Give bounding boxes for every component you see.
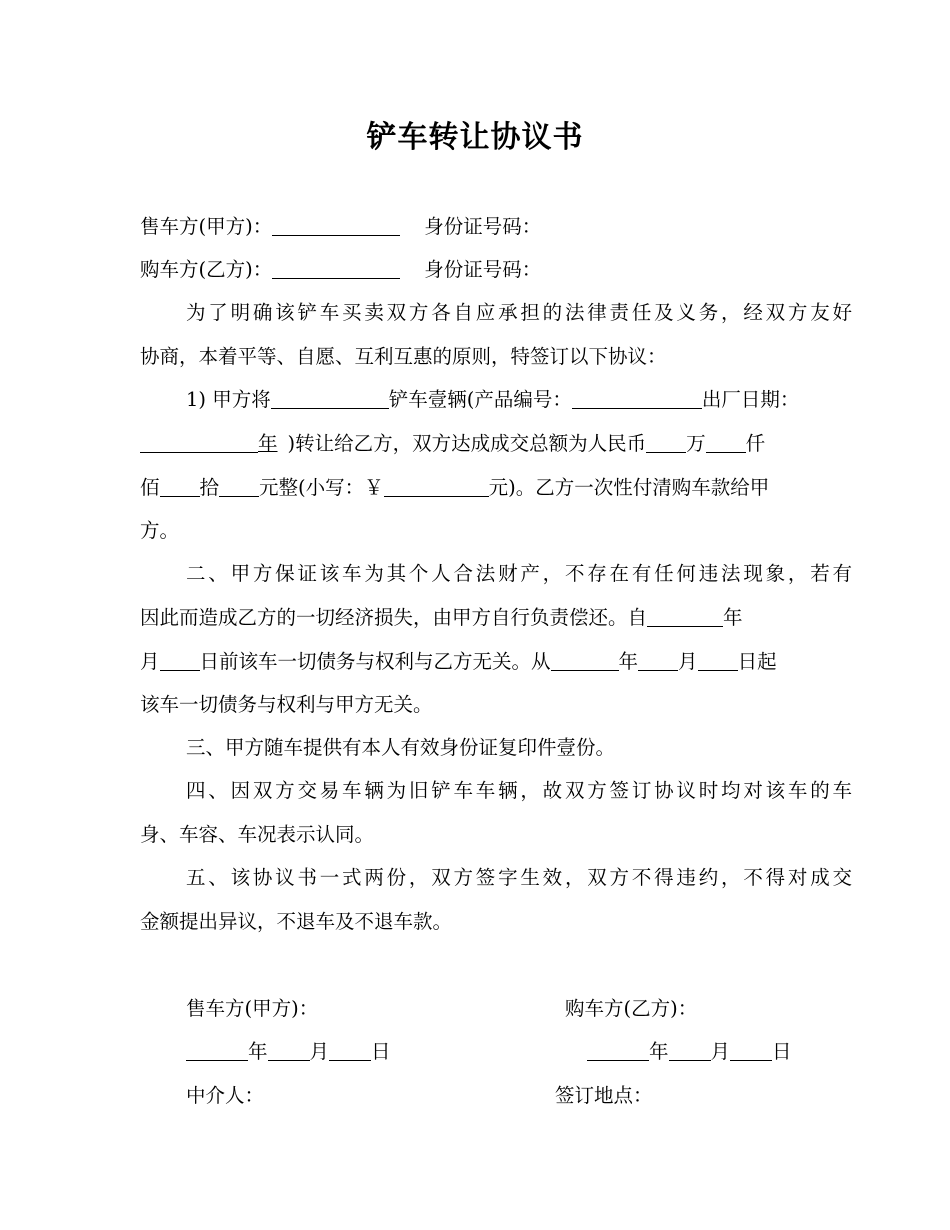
clause1-text: 出厂日期： [701, 388, 800, 411]
seller-id-label: 身份证号码： [424, 215, 542, 238]
clause1-text: 仟 [745, 432, 766, 455]
buyer-label: 购车方(乙方)： [140, 258, 273, 281]
clause1-line-3 [140, 472, 852, 504]
clause1-line-4: 方。 [140, 519, 180, 542]
amount-shi-blank[interactable] [219, 474, 259, 497]
vehicle-model-blank[interactable] [271, 386, 389, 409]
sign-buyer-label: 购车方(乙方)： [565, 997, 698, 1020]
month-label: 月 [710, 1040, 731, 1063]
year-blank[interactable] [647, 604, 723, 627]
seller-name-blank[interactable] [272, 213, 400, 236]
clause1-text: 拾 [199, 476, 220, 499]
buyer-name-blank[interactable] [272, 256, 400, 279]
clause4-line-1: 四、因双方交易车辆为旧铲车车辆，故双方签订协议时均对该车的车 [186, 779, 852, 802]
intro-line-2: 协商，本着平等、自愿、互利互惠的原则，特签订以下协议： [140, 345, 667, 368]
clause2-text: 因此而造成乙方的一切经济损失，由甲方自行负责偿还。自 [140, 606, 648, 629]
amount-wan-blank[interactable] [646, 430, 686, 453]
clause1-text: 转让给乙方，双方达成成交总额为人民币 [295, 432, 647, 455]
buyer-month-blank[interactable] [669, 1038, 711, 1061]
day-blank[interactable] [698, 648, 738, 671]
seller-line [140, 211, 852, 243]
seller-year-blank[interactable] [186, 1038, 248, 1061]
buyer-day-blank[interactable] [730, 1038, 772, 1061]
year-label: 年 [723, 606, 743, 629]
clause2-line-4: 该车一切债务与权利与甲方无关。 [140, 693, 433, 716]
month-blank[interactable] [638, 648, 678, 671]
day-blank[interactable] [160, 648, 200, 671]
product-number-blank[interactable] [572, 386, 702, 409]
buyer-date-line [587, 1036, 792, 1068]
month-label: 月 [309, 1040, 330, 1063]
sign-seller-label: 售车方(甲方)： [186, 997, 319, 1020]
clause1-text: 1) 甲方将 [186, 388, 271, 411]
year-label: 年 [649, 1040, 669, 1063]
year-label: 年 [248, 1040, 268, 1063]
document-title: 铲车转让协议书 [366, 120, 584, 155]
clause3-line-1: 三、甲方随车提供有本人有效身份证复印件壹份。 [186, 736, 616, 759]
location-label: 签订地点： [555, 1084, 653, 1107]
clause2-line-1: 二、甲方保证该车为其个人合法财产，不存在有任何违法现象，若有 [186, 562, 852, 585]
clause4-line-2: 身、车容、车况表示认同。 [140, 823, 375, 846]
clause5-line-2: 金额提出异议，不退车及不退车款。 [140, 910, 453, 933]
clause1-line-2 [140, 428, 852, 460]
clause2-text: 日起 [737, 650, 777, 673]
amount-numeric-blank[interactable] [384, 474, 489, 497]
clause1-text: ) [287, 432, 296, 455]
month-label: 月 [140, 650, 160, 673]
manufacture-date-blank[interactable] [140, 430, 258, 453]
clause1-text: 佰 [140, 476, 160, 499]
clause1-text: 元)。乙方一次性付清购车款给甲 [488, 476, 770, 499]
intro-line-1: 为了明确该铲车买卖双方各自应承担的法律责任及义务，经双方友好 [186, 301, 852, 324]
clause5-line-1: 五、该协议书一式两份，双方签字生效，双方不得违约，不得对成交 [186, 866, 852, 889]
seller-month-blank[interactable] [268, 1038, 310, 1061]
intermediary-label: 中介人： [186, 1084, 265, 1107]
amount-qian-blank[interactable] [706, 430, 746, 453]
amount-bai-blank[interactable] [160, 474, 200, 497]
clause1-text: 铲车壹辆(产品编号： [388, 388, 572, 411]
year-label: 年 [258, 432, 278, 455]
year-blank[interactable] [551, 648, 619, 671]
clause1-text: 元整(小写：￥ [259, 476, 384, 499]
seller-label: 售车方(甲方)： [140, 215, 273, 238]
seller-date-line [186, 1036, 391, 1068]
buyer-year-blank[interactable] [587, 1038, 649, 1061]
day-label: 日 [371, 1040, 391, 1063]
buyer-line [140, 254, 852, 286]
seller-day-blank[interactable] [329, 1038, 371, 1061]
year-label: 年 [618, 650, 639, 673]
month-label: 月 [678, 650, 698, 673]
buyer-id-label: 身份证号码： [424, 258, 542, 281]
clause2-line-2 [140, 602, 852, 634]
clause1-text: 万 [686, 432, 706, 455]
clause2-text: 日前该车一切债务与权利与乙方无关。从 [199, 650, 551, 673]
day-label: 日 [772, 1040, 792, 1063]
clause1-line-1 [186, 384, 852, 416]
clause2-line-3 [140, 646, 852, 678]
